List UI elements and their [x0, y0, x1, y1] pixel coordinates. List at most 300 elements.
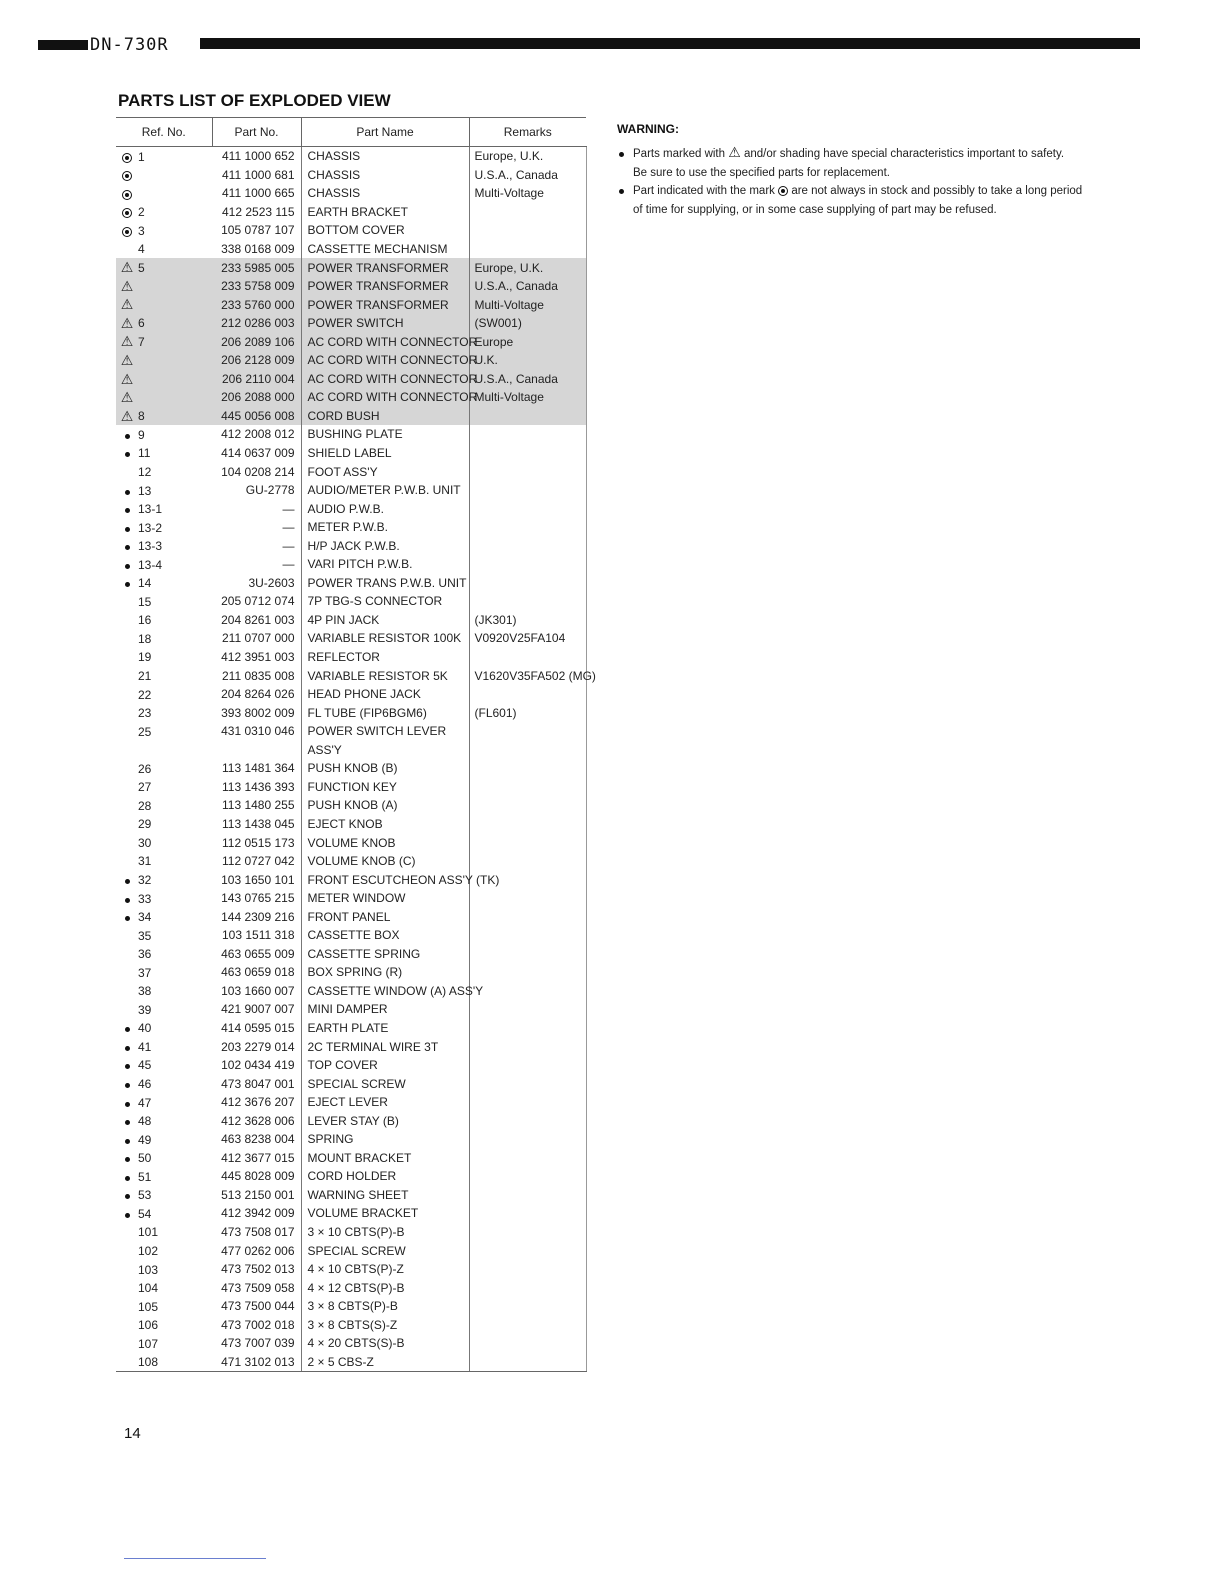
- ref-no-cell: [116, 778, 212, 797]
- part-name-cell: POWER TRANSFORMER: [301, 277, 469, 296]
- bullet-dot-icon: [116, 873, 138, 887]
- ref-no-cell: [116, 1297, 212, 1316]
- ref-number: 22: [138, 687, 152, 702]
- ref-no-cell: [116, 815, 212, 834]
- table-row: [116, 444, 586, 463]
- ref-no-cell: [116, 351, 212, 370]
- ref-no-cell: [116, 1130, 212, 1149]
- ref-no-cell: [116, 221, 212, 240]
- ref-no-cell: [116, 963, 212, 982]
- part-number-cell: 471 3102 013: [212, 1353, 301, 1372]
- part-name-cell: VARI PITCH P.W.B.: [301, 555, 469, 574]
- part-number-cell: 412 3628 006: [221, 1113, 295, 1128]
- part-number-cell: 473 7509 058: [221, 1280, 295, 1295]
- table-row: [116, 277, 586, 296]
- table-row: [116, 870, 586, 889]
- ref-no-cell: [116, 796, 212, 815]
- table-row: [116, 1186, 586, 1205]
- table-row: [116, 407, 586, 426]
- part-number-cell: 103 1511 318: [221, 928, 295, 943]
- ref-number: 21: [138, 669, 152, 683]
- table-row: [116, 1223, 586, 1242]
- bullet-dot-icon: [116, 1096, 138, 1110]
- part-name-cell: BOX SPRING (R): [301, 963, 469, 982]
- ref-no-cell: [116, 611, 212, 630]
- ref-no-cell: [116, 685, 212, 704]
- remarks-cell: [469, 240, 586, 259]
- bullet-dot-icon: [116, 558, 138, 572]
- table-row: [116, 258, 586, 277]
- part-name-cell: 4 × 12 CBTS(P)-B: [301, 1278, 469, 1297]
- remarks-cell: (JK301): [469, 611, 586, 630]
- part-name-cell: CASSETTE BOX: [301, 926, 469, 945]
- remarks-cell: [469, 518, 586, 537]
- header-bar-left: [38, 40, 88, 50]
- remarks-cell: [469, 1315, 586, 1334]
- warning-text-1b: and/or shading have special characteristics important to safety.: [744, 148, 1065, 160]
- part-number-cell: —: [282, 501, 295, 516]
- part-number-cell: 473 7500 044: [221, 1299, 295, 1314]
- ref-number: 103: [138, 1262, 159, 1277]
- column-header-remarks: Remarks: [469, 118, 586, 147]
- circled-dot-icon: [116, 205, 138, 219]
- ref-no-cell: [116, 666, 212, 685]
- part-number-cell: 477 0262 006: [221, 1243, 295, 1258]
- ref-number: 15: [138, 594, 152, 609]
- remarks-cell: [469, 1130, 586, 1149]
- part-name-cell: FOOT ASS'Y: [301, 462, 469, 481]
- remarks-cell: Multi-Voltage: [469, 295, 586, 314]
- ref-number: 25: [138, 724, 152, 739]
- ref-number: 29: [138, 817, 152, 832]
- ref-number: 32: [138, 873, 152, 888]
- part-name-cell: CORD HOLDER: [301, 1167, 469, 1186]
- part-number-cell: 414 0637 009: [221, 446, 295, 461]
- remarks-cell: [469, 852, 586, 871]
- ref-number: 9: [138, 427, 145, 442]
- ref-number: 104: [138, 1281, 159, 1296]
- part-number-cell: 412 2008 012: [221, 427, 295, 442]
- ref-number: 16: [138, 613, 152, 628]
- ref-number: 13-1: [138, 502, 163, 517]
- part-name-cell: SPECIAL SCREW: [301, 1074, 469, 1093]
- remarks-cell: U.S.A., Canada: [469, 277, 586, 296]
- part-name-cell: VOLUME KNOB (C): [301, 852, 469, 871]
- part-number-cell: 211 0707 000: [221, 631, 295, 646]
- ref-number: 102: [138, 1243, 159, 1258]
- part-number-cell: —: [282, 520, 295, 535]
- table-row: [116, 574, 586, 593]
- ref-no-cell: [116, 1074, 212, 1093]
- part-name-cell: POWER SWITCH: [301, 314, 469, 333]
- ref-number: 12: [138, 464, 152, 479]
- ref-no-cell: [116, 870, 212, 889]
- part-name-cell: VOLUME BRACKET: [301, 1204, 469, 1223]
- remarks-cell: [469, 778, 586, 797]
- warning-notice: [617, 122, 1087, 219]
- part-name-cell: 3 × 8 CBTS(S)-Z: [301, 1315, 469, 1334]
- bullet-dot-icon: [116, 539, 138, 553]
- ref-number: 50: [138, 1151, 152, 1166]
- part-number-cell: 412 3676 207: [221, 1095, 295, 1110]
- remarks-cell: [469, 926, 586, 945]
- table-row: [116, 685, 586, 704]
- table-row: [116, 1278, 586, 1297]
- remarks-cell: [469, 741, 586, 760]
- part-number-cell: GU-2778: [245, 483, 295, 498]
- ref-number: 28: [138, 798, 152, 813]
- ref-number: 3: [138, 223, 145, 238]
- remarks-cell: [469, 203, 586, 222]
- remarks-cell: [469, 1167, 586, 1186]
- part-name-cell: EARTH PLATE: [301, 1019, 469, 1038]
- remarks-cell: [469, 1056, 586, 1075]
- ref-number: 38: [138, 984, 152, 999]
- remarks-cell: [469, 1241, 586, 1260]
- table-row: [116, 1000, 586, 1019]
- part-number-cell: 411 1000 681: [221, 167, 295, 182]
- table-row: [116, 1315, 586, 1334]
- table-row: [116, 332, 586, 351]
- table-row: [116, 518, 586, 537]
- part-number-cell: 112 0727 042: [221, 854, 295, 869]
- remarks-cell: [469, 1223, 586, 1242]
- table-row: [116, 1297, 586, 1316]
- bullet-dot-icon: [116, 910, 138, 924]
- part-number-cell: 206 2110 004: [212, 370, 301, 389]
- part-number-cell: 473 7002 018: [221, 1317, 295, 1332]
- part-name-cell: FL TUBE (FIP6BGM6): [301, 703, 469, 722]
- ref-number: 2: [138, 205, 145, 220]
- ref-no-cell: [116, 1260, 212, 1279]
- part-number-cell: 233 5760 000: [212, 295, 301, 314]
- table-row: [116, 536, 586, 555]
- part-number-cell: 112 0515 173: [221, 835, 295, 850]
- ref-number: 30: [138, 835, 152, 850]
- ref-no-cell: [116, 1353, 212, 1372]
- part-name-cell: METER P.W.B.: [301, 518, 469, 537]
- remarks-cell: U.S.A., Canada: [469, 370, 586, 389]
- ref-number: 31: [138, 854, 152, 869]
- part-name-cell: CHASSIS: [301, 147, 469, 166]
- part-name-cell: BUSHING PLATE: [301, 425, 469, 444]
- part-name-cell: AC CORD WITH CONNECTOR: [301, 332, 469, 351]
- parts-table: [116, 117, 596, 1372]
- bullet-icon: [619, 152, 624, 157]
- bullet-dot-icon: [116, 1114, 138, 1128]
- part-name-cell: METER WINDOW: [301, 889, 469, 908]
- part-number-cell: 144 2309 216: [221, 909, 295, 924]
- part-number-cell: 102 0434 419: [221, 1058, 295, 1073]
- ref-no-cell: [116, 1278, 212, 1297]
- remarks-cell: (SW001): [469, 314, 586, 333]
- table-row: [116, 1353, 586, 1372]
- table-row: [116, 963, 586, 982]
- ref-number: 34: [138, 910, 152, 925]
- table-row: [116, 166, 586, 185]
- table-row: [116, 852, 586, 871]
- part-number-cell: 473 7007 039: [221, 1336, 295, 1351]
- remarks-cell: [469, 1260, 586, 1279]
- bullet-dot-icon: [116, 1133, 138, 1147]
- part-number-cell: 463 0659 018: [221, 965, 295, 980]
- ref-no-cell: [116, 648, 212, 667]
- bullet-dot-icon: [116, 1151, 138, 1165]
- bullet-dot-icon: [116, 521, 138, 535]
- part-name-cell: AUDIO/METER P.W.B. UNIT: [301, 481, 469, 500]
- part-number-cell: 445 0056 008: [212, 407, 301, 426]
- table-row: [116, 1241, 586, 1260]
- part-number-cell: 143 0765 215: [221, 891, 295, 906]
- ref-no-cell: [116, 462, 212, 481]
- part-number-cell: 338 0168 009: [221, 242, 295, 256]
- warning-triangle-icon: ⚠: [120, 314, 134, 331]
- ref-no-cell: [116, 370, 212, 389]
- remarks-cell: U.K.: [469, 351, 586, 370]
- remarks-cell: [469, 889, 586, 908]
- table-row: [116, 703, 586, 722]
- part-name-cell: POWER TRANSFORMER: [301, 258, 469, 277]
- part-name-cell: PUSH KNOB (B): [301, 759, 469, 778]
- table-row: [116, 592, 586, 611]
- part-number-cell: 473 7502 013: [221, 1262, 295, 1277]
- table-row: [116, 388, 586, 407]
- part-number-cell: 212 0286 003: [212, 314, 301, 333]
- warning-item-stock: [617, 182, 1087, 219]
- bullet-dot-icon: [116, 1207, 138, 1221]
- remarks-cell: [469, 1297, 586, 1316]
- bullet-dot-icon: [116, 1058, 138, 1072]
- part-number-cell: 105 0787 107: [221, 223, 295, 238]
- ref-no-cell: [116, 314, 212, 333]
- warning-text-2b: are not always in stock and possibly to take a long period of time for supplying, or in some case supplying of part may be refused.: [633, 185, 1083, 216]
- ref-number: 40: [138, 1021, 152, 1036]
- bullet-dot-icon: [116, 1040, 138, 1054]
- part-name-cell: FRONT PANEL: [301, 907, 469, 926]
- warning-triangle-icon: ⚠: [120, 370, 134, 387]
- part-number-cell: 211 0835 008: [221, 668, 295, 683]
- part-name-cell: EJECT KNOB: [301, 815, 469, 834]
- remarks-cell: V0920V25FA104: [469, 629, 586, 648]
- table-row: [116, 778, 586, 797]
- ref-number: 23: [138, 706, 152, 721]
- table-row: [116, 741, 586, 760]
- ref-no-cell: [116, 574, 212, 593]
- part-number-cell: 206 2088 000: [212, 388, 301, 407]
- table-row: [116, 221, 586, 240]
- table-row: [116, 907, 586, 926]
- ref-no-cell: [116, 759, 212, 778]
- table-row: [116, 481, 586, 500]
- part-name-cell: AC CORD WITH CONNECTOR: [301, 388, 469, 407]
- warning-triangle-icon: ⚠: [120, 296, 134, 313]
- ref-number: 27: [138, 780, 152, 795]
- remarks-cell: [469, 759, 586, 778]
- remarks-cell: Europe, U.K.: [469, 258, 586, 277]
- table-row: [116, 1130, 586, 1149]
- warning-text-2a: Part indicated with the mark: [633, 185, 775, 197]
- table-row: [116, 1260, 586, 1279]
- remarks-cell: [469, 1186, 586, 1205]
- remarks-cell: [469, 1037, 586, 1056]
- ref-number: 18: [138, 631, 152, 646]
- part-name-cell: CHASSIS: [301, 184, 469, 203]
- part-number-cell: 412 3942 009: [221, 1206, 295, 1221]
- ref-number: 5: [138, 260, 145, 275]
- ref-no-cell: [116, 240, 212, 259]
- table-row: [116, 926, 586, 945]
- part-number-cell: 431 0310 046: [221, 724, 295, 739]
- warning-triangle-icon: ⚠: [120, 259, 134, 276]
- ref-number: 37: [138, 965, 152, 980]
- warning-triangle-icon: ⚠: [120, 351, 134, 368]
- ref-number: 48: [138, 1114, 152, 1129]
- bullet-dot-icon: [116, 1021, 138, 1035]
- ref-number: 49: [138, 1132, 152, 1147]
- ref-number: 46: [138, 1077, 152, 1092]
- remarks-cell: [469, 462, 586, 481]
- ref-number: 13-3: [138, 539, 163, 554]
- part-name-cell: WARNING SHEET: [301, 1186, 469, 1205]
- part-number-cell: 412 2523 115: [221, 204, 295, 219]
- table-row: [116, 722, 586, 741]
- table-row: [116, 1204, 586, 1223]
- table-row: [116, 147, 586, 166]
- remarks-cell: [469, 1278, 586, 1297]
- part-name-cell: AC CORD WITH CONNECTOR: [301, 351, 469, 370]
- part-name-cell: 3 × 8 CBTS(P)-B: [301, 1297, 469, 1316]
- circled-dot-icon: [116, 224, 138, 238]
- remarks-cell: [469, 982, 586, 1001]
- bullet-dot-icon: [116, 502, 138, 516]
- part-number-cell: 411 1000 652: [221, 149, 295, 164]
- ref-number: 6: [138, 316, 145, 331]
- ref-number: 51: [138, 1169, 152, 1184]
- remarks-cell: [469, 407, 586, 426]
- part-number-cell: 203 2279 014: [221, 1039, 295, 1054]
- part-name-cell: AUDIO P.W.B.: [301, 499, 469, 518]
- remarks-cell: [469, 907, 586, 926]
- ref-no-cell: [116, 388, 212, 407]
- part-number-cell: 113 1438 045: [221, 816, 295, 831]
- table-row: [116, 203, 586, 222]
- ref-number: 54: [138, 1206, 152, 1221]
- ref-number: 4: [138, 242, 145, 257]
- ref-no-cell: [116, 722, 212, 741]
- remarks-cell: [469, 1149, 586, 1168]
- remarks-cell: Multi-Voltage: [469, 388, 586, 407]
- warning-triangle-icon: ⚠: [120, 333, 134, 350]
- bullet-dot-icon: [116, 892, 138, 906]
- ref-number: 106: [138, 1318, 159, 1333]
- remarks-cell: [469, 221, 586, 240]
- part-name-cell: HEAD PHONE JACK: [301, 685, 469, 704]
- ref-no-cell: [116, 277, 212, 296]
- ref-number: 13-2: [138, 520, 163, 535]
- ref-no-cell: [116, 1111, 212, 1130]
- table-row: [116, 425, 586, 444]
- table-row: [116, 1019, 586, 1038]
- bullet-dot-icon: [116, 446, 138, 460]
- part-name-cell: SPECIAL SCREW: [301, 1241, 469, 1260]
- table-row: [116, 555, 586, 574]
- ref-no-cell: [116, 926, 212, 945]
- part-name-cell: CASSETTE MECHANISM: [301, 240, 469, 259]
- remarks-cell: Multi-Voltage: [469, 184, 586, 203]
- ref-number: 36: [138, 947, 152, 962]
- circled-dot-icon: [116, 187, 138, 201]
- ref-no-cell: [116, 555, 212, 574]
- table-row: [116, 1093, 586, 1112]
- ref-no-cell: [116, 833, 212, 852]
- ref-number: 33: [138, 891, 152, 906]
- ref-number: 107: [138, 1336, 159, 1351]
- table-row: [116, 462, 586, 481]
- part-name-cell: CASSETTE WINDOW (A) ASS'Y: [301, 982, 469, 1001]
- table-row: [116, 1111, 586, 1130]
- remarks-cell: [469, 796, 586, 815]
- table-row: [116, 889, 586, 908]
- parts-table-body: [116, 147, 596, 1372]
- ref-no-cell: [116, 1186, 212, 1205]
- part-name-cell: 2C TERMINAL WIRE 3T: [301, 1037, 469, 1056]
- table-row: [116, 611, 586, 630]
- remarks-cell: [469, 1111, 586, 1130]
- part-name-cell: ASS'Y: [301, 741, 469, 760]
- remarks-cell: [469, 444, 586, 463]
- part-name-cell: 7P TBG-S CONNECTOR: [301, 592, 469, 611]
- part-number-cell: 414 0595 015: [221, 1020, 295, 1035]
- remarks-cell: [469, 536, 586, 555]
- ref-no-cell: [116, 1241, 212, 1260]
- part-name-cell: 3 × 10 CBTS(P)-B: [301, 1223, 469, 1242]
- remarks-cell: [469, 815, 586, 834]
- remarks-cell: [469, 833, 586, 852]
- remarks-cell: [469, 1074, 586, 1093]
- ref-no-cell: [116, 499, 212, 518]
- remarks-cell: [469, 722, 586, 741]
- table-row: [116, 184, 586, 203]
- ref-number: 26: [138, 761, 152, 776]
- remarks-cell: (FL601): [469, 703, 586, 722]
- part-number-cell: 473 7508 017: [221, 1224, 295, 1239]
- remarks-cell: [469, 499, 586, 518]
- part-number-cell: 113 1436 393: [221, 779, 295, 794]
- ref-number: 101: [138, 1225, 159, 1240]
- table-row: [116, 1334, 586, 1353]
- warning-text-1c: Be sure to use the specified parts for replacement.: [633, 166, 890, 179]
- part-name-cell: MOUNT BRACKET: [301, 1149, 469, 1168]
- table-row: [116, 833, 586, 852]
- remarks-cell: [469, 1353, 586, 1372]
- circled-dot-icon: [778, 186, 788, 196]
- part-number-cell: —: [282, 557, 295, 572]
- remarks-cell: [469, 574, 586, 593]
- table-row: [116, 351, 586, 370]
- part-name-cell: CHASSIS: [301, 166, 469, 185]
- ref-number: 13: [138, 483, 152, 498]
- part-number-cell: 233 5985 005: [212, 258, 301, 277]
- remarks-cell: [469, 481, 586, 500]
- table-row: [116, 982, 586, 1001]
- part-number-cell: 233 5758 009: [212, 277, 301, 296]
- table-row: [116, 796, 586, 815]
- bullet-dot-icon: [116, 1170, 138, 1184]
- ref-no-cell: [116, 1056, 212, 1075]
- warning-triangle-icon: ⚠: [120, 277, 134, 294]
- warning-text-1a: Parts marked with: [633, 148, 726, 160]
- table-header-row: [116, 118, 586, 147]
